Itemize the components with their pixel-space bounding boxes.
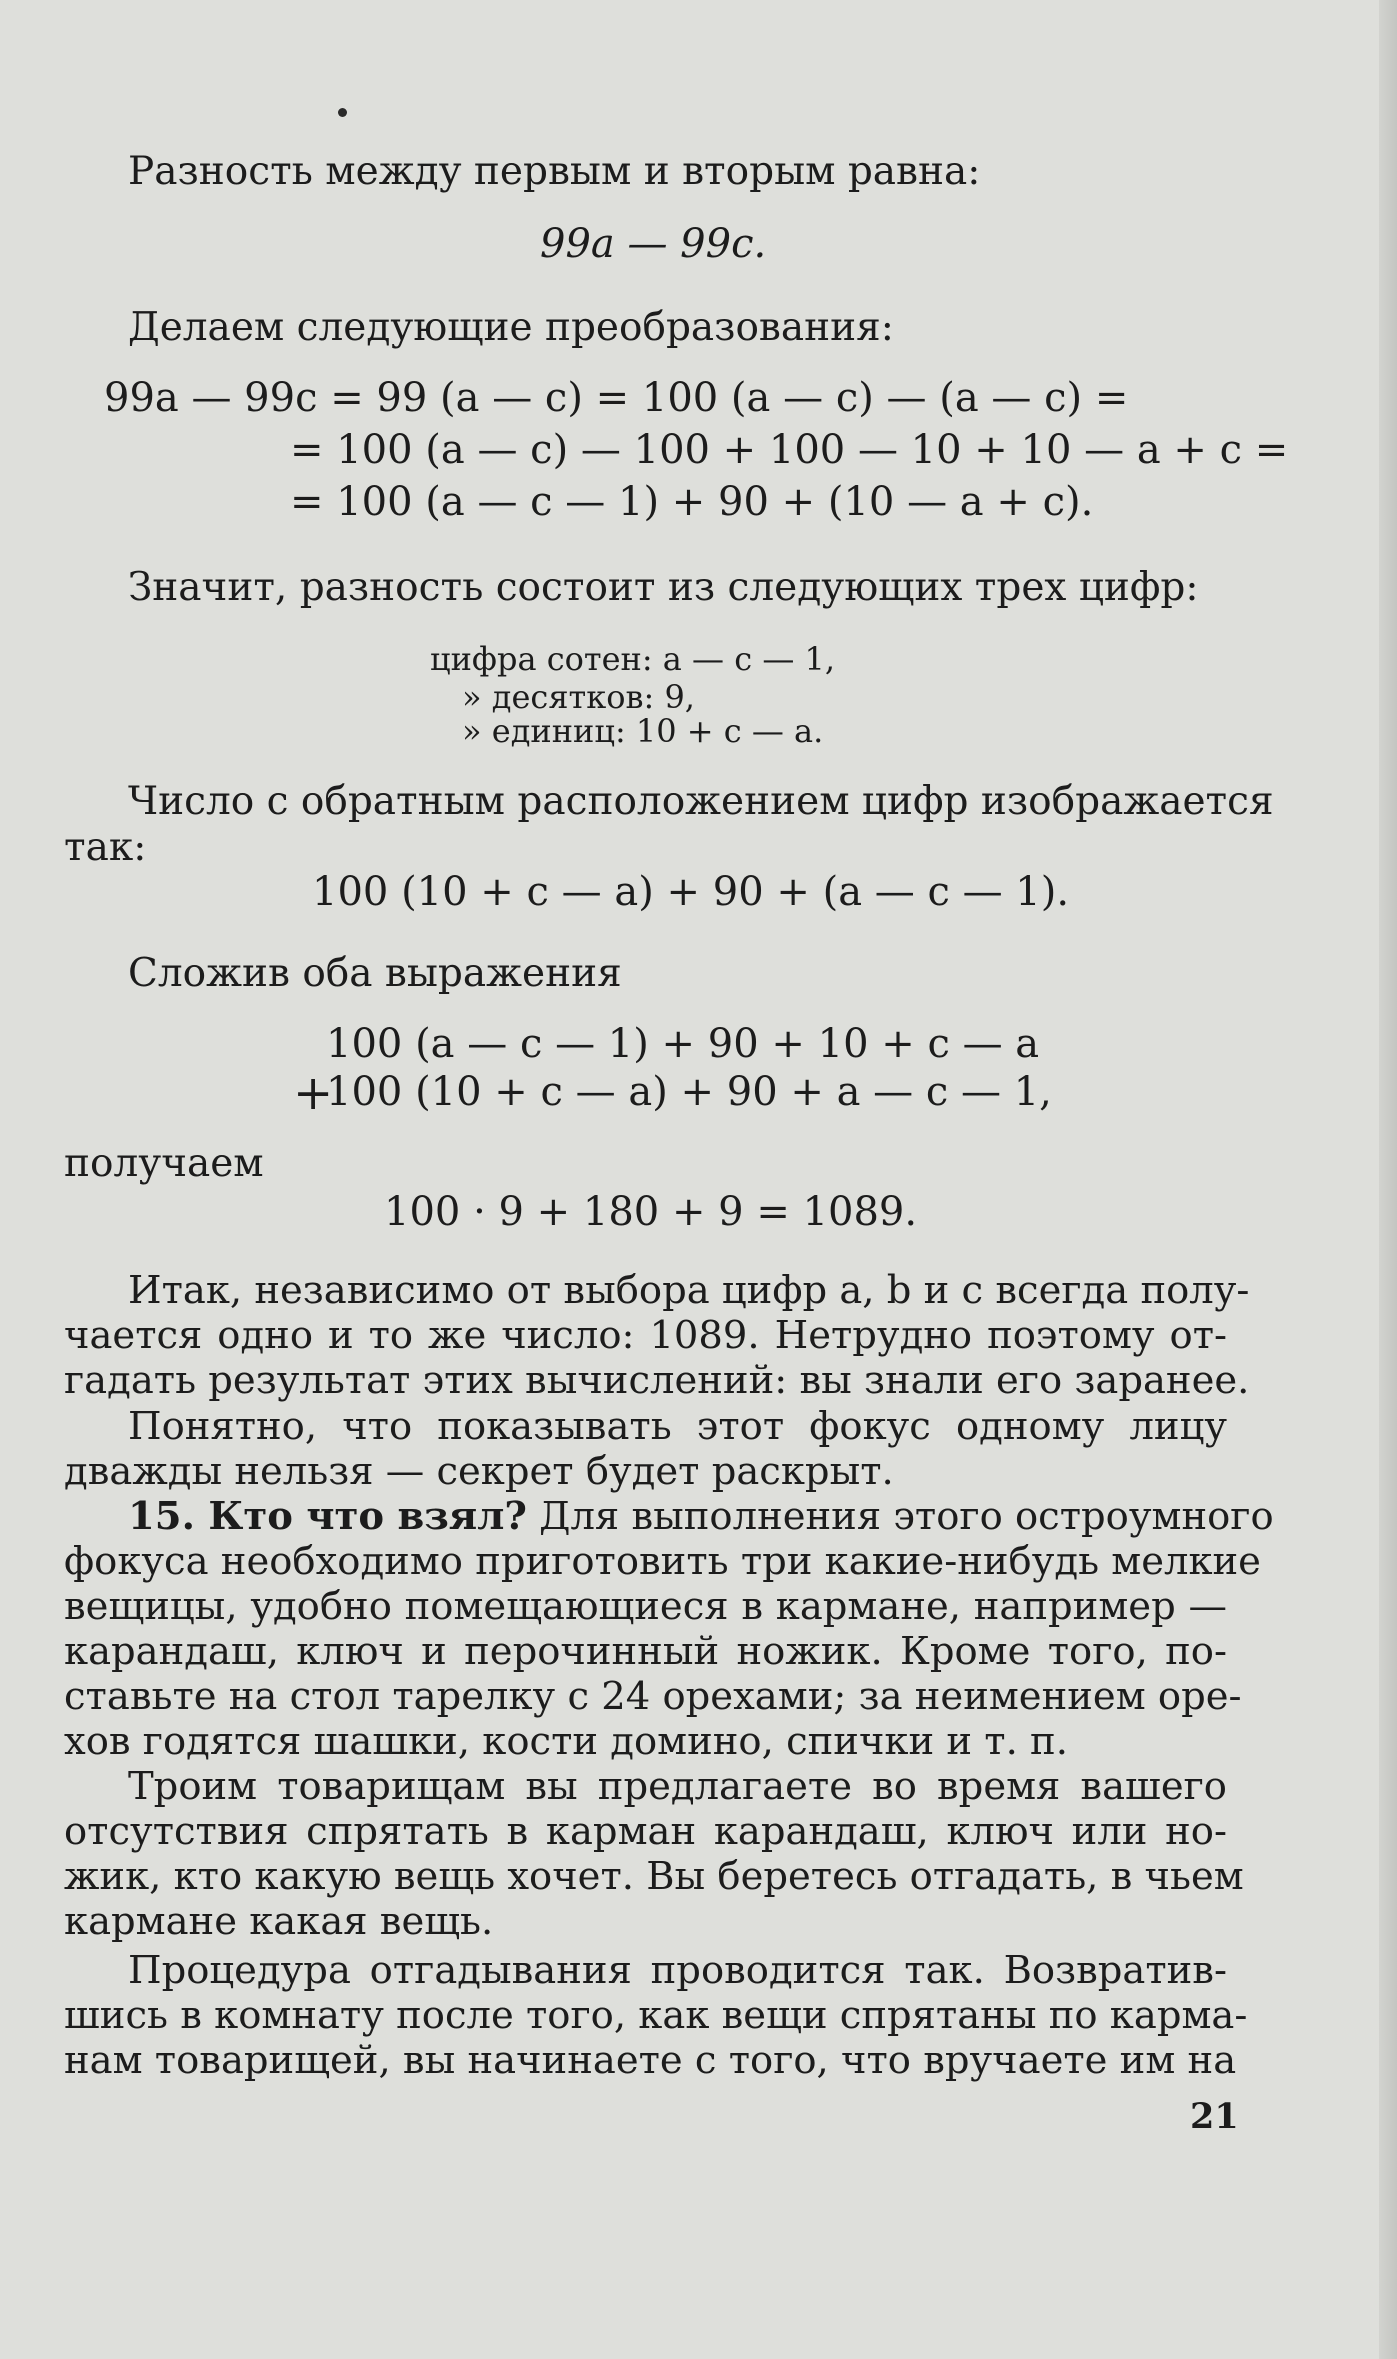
text-line: отсутствия спрятать в карман карандаш, ключ или но- bbox=[64, 1809, 1227, 1854]
reverse-intro-line-2: так: bbox=[64, 825, 147, 870]
digits-intro-text: Значит, разность состоит из следующих трех цифр: bbox=[128, 565, 1199, 610]
page-number: 21 bbox=[1190, 2096, 1239, 2137]
reverse-formula: 100 (10 + c — a) + 90 + (a — c — 1). bbox=[312, 869, 1070, 915]
text-line: Понятно, что показывать этот фокус одному лицу bbox=[128, 1404, 1227, 1449]
paragraph-friends bbox=[64, 1764, 1244, 1944]
transform-line-2: = 100 (a — c) — 100 + 100 — 10 + 10 — a + c = bbox=[290, 427, 1289, 473]
paragraph-conclusion bbox=[64, 1268, 1250, 1403]
digit-hundreds: цифра сотен: a — c — 1, bbox=[430, 640, 836, 678]
sum-intro: Сложив оба выражения bbox=[128, 951, 622, 996]
sum-line-1: 100 (a — c — 1) + 90 + 10 + c — a bbox=[326, 1021, 1040, 1067]
page-spine-shadow bbox=[1379, 0, 1397, 2359]
transform-line-3: = 100 (a — c — 1) + 90 + (10 — a + c). bbox=[290, 479, 1094, 525]
text-line: вещицы, удобно помещающиеся в кармане, например — bbox=[64, 1584, 1227, 1629]
diff-formula: 99a — 99c. bbox=[540, 221, 767, 267]
result-formula: 100 · 9 + 180 + 9 = 1089. bbox=[384, 1189, 918, 1235]
text-line: ставьте на стол тарелку с 24 орехами; за неимением оре- bbox=[64, 1674, 1242, 1719]
paragraph-section-15 bbox=[64, 1494, 1274, 1764]
reverse-intro-line-1: Число с обратным расположением цифр изображается bbox=[128, 779, 1274, 824]
text-line: жик, кто какую вещь хочет. Вы беретесь отгадать, в чьем bbox=[64, 1854, 1244, 1899]
text-line: карандаш, ключ и перочинный ножик. Кроме того, по- bbox=[64, 1629, 1227, 1674]
intro-line: Разность между первым и вторым равна: bbox=[128, 149, 981, 194]
text-line: фокуса необходимо приготовить три какие-нибудь мелкие bbox=[64, 1539, 1261, 1584]
transform-line-1: 99a — 99c = 99 (a — c) = 100 (a — c) — (a — c) = bbox=[104, 375, 1129, 421]
section-first-line bbox=[64, 1494, 1274, 1539]
text-line: хов годятся шашки, кости домино, спички и т. п. bbox=[64, 1719, 1068, 1764]
digits-intro bbox=[128, 566, 1227, 610]
text-line: Троим товарищам вы предлагаете во время вашего bbox=[128, 1764, 1227, 1809]
text-line: Итак, независимо от выбора цифр a, b и c всегда полу- bbox=[128, 1268, 1250, 1313]
text-line: Процедура отгадывания проводится так. Возвратив- bbox=[128, 1948, 1227, 1993]
section-title: 15. Кто что взял? bbox=[128, 1494, 527, 1539]
result-intro: получаем bbox=[64, 1141, 264, 1186]
text-line: чается одно и то же число: 1089. Нетрудно поэтому от- bbox=[64, 1313, 1227, 1358]
digit-units: » единиц: 10 + c — a. bbox=[462, 712, 824, 750]
text-line: шись в комнату после того, как вещи спрятаны по карма- bbox=[64, 1993, 1248, 2038]
text-line: дважды нельзя — секрет будет раскрыт. bbox=[64, 1449, 894, 1494]
paragraph-procedure bbox=[64, 1948, 1248, 2083]
text-line: гадать результат этих вычислений: вы знали его заранее. bbox=[64, 1358, 1250, 1403]
sum-plus-sign: + bbox=[293, 1065, 334, 1121]
digit-tens: » десятков: 9, bbox=[462, 678, 695, 716]
ink-dot bbox=[338, 108, 347, 117]
text-line: нам товарищей, вы начинаете с того, что вручаете им на bbox=[64, 2038, 1237, 2083]
text-line: Для выполнения этого остроумного bbox=[526, 1494, 1274, 1539]
text-line: кармане какая вещь. bbox=[64, 1899, 494, 1944]
paragraph-secret bbox=[64, 1404, 1227, 1494]
sum-line-2: 100 (10 + c — a) + 90 + a — c — 1, bbox=[326, 1069, 1052, 1115]
transform-intro: Делаем следующие преобразования: bbox=[128, 305, 894, 350]
